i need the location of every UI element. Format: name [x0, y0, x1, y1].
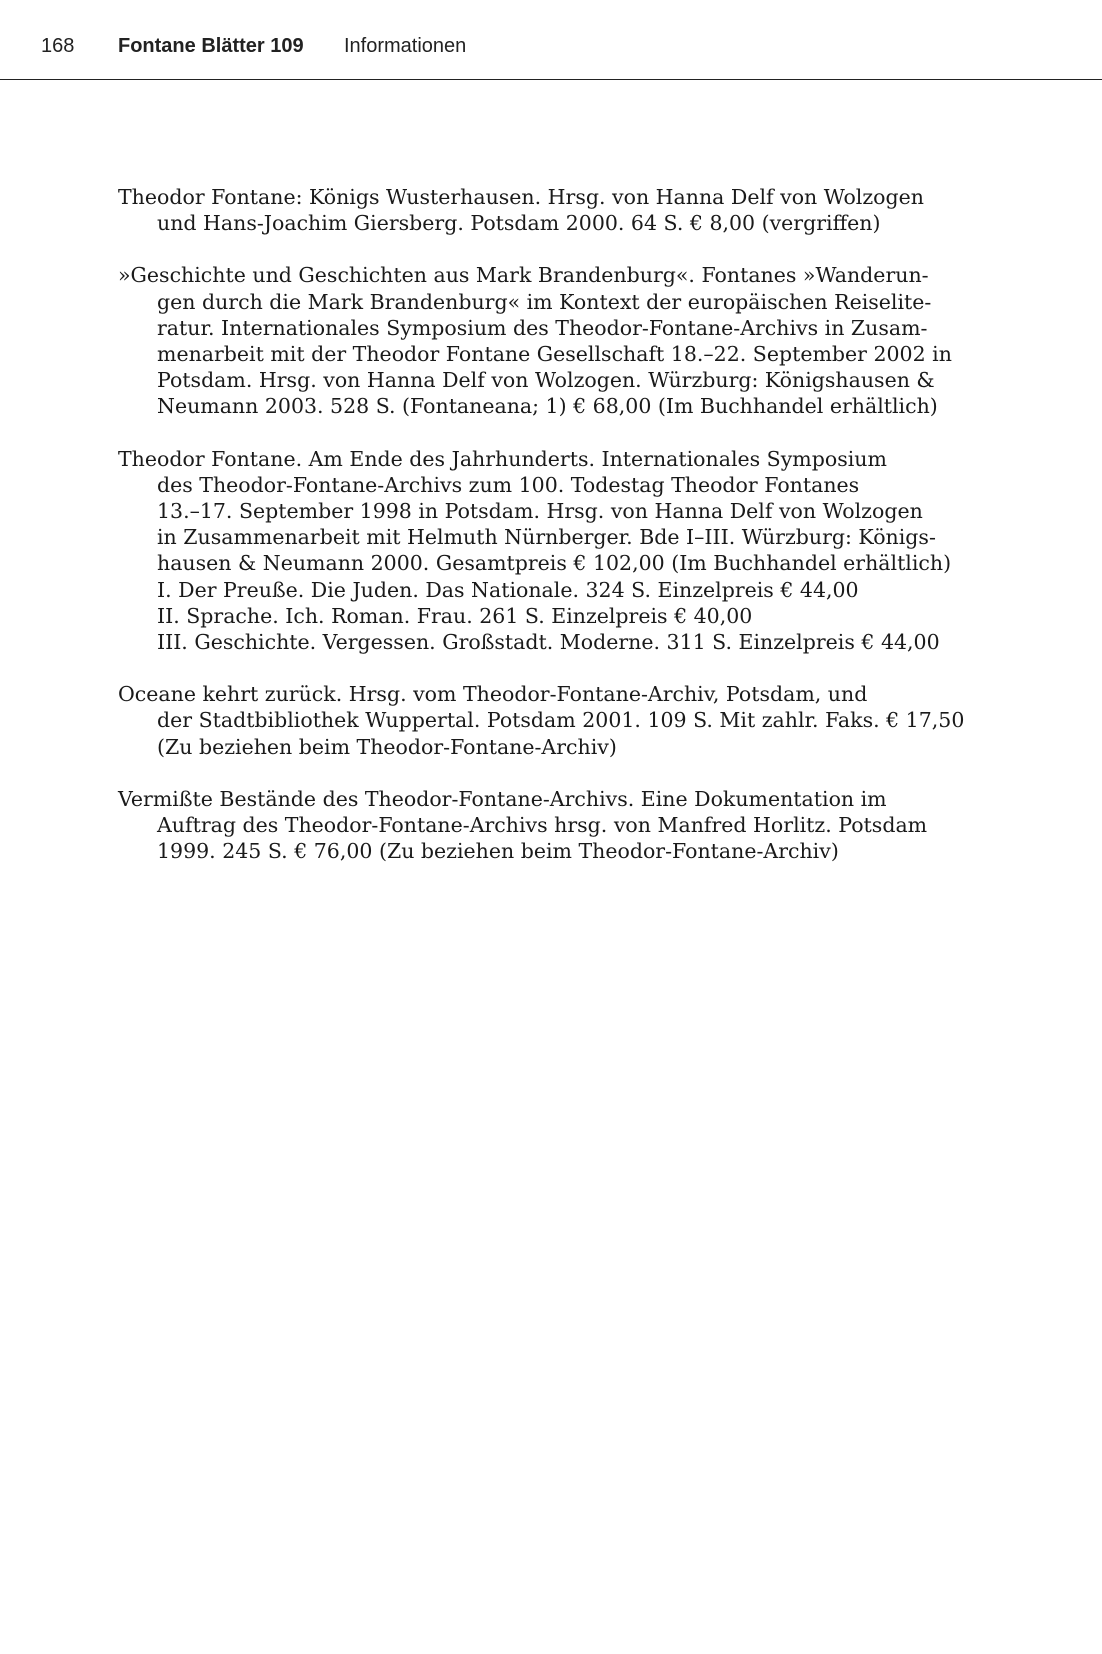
- entry-line: II. Sprache. Ich. Roman. Frau. 261 S. Einzelpreis € 40,00: [157, 603, 753, 628]
- entry-line: Potsdam. Hrsg. von Hanna Delf von Wolzogen. Würzburg: Königshausen &: [157, 368, 935, 393]
- entry-line: 1999. 245 S. € 76,00 (Zu beziehen beim Theodor-Fontane-Archiv): [157, 839, 839, 864]
- section-title: Informationen: [344, 35, 467, 57]
- bibliography-entry: [118, 446, 988, 656]
- entry-line: Theodor Fontane: Königs Wusterhausen. Hrsg. von Hanna Delf von Wolzogen: [118, 185, 924, 209]
- entry-line: Neumann 2003. 528 S. (Fontaneana; 1) € 68,00 (Im Buchhandel erhältlich): [157, 394, 938, 419]
- bibliography-entry: [118, 184, 988, 236]
- entry-line: des Theodor-Fontane-Archivs zum 100. Todestag Theodor Fontanes: [157, 472, 860, 497]
- entry-line: III. Geschichte. Vergessen. Großstadt. Moderne. 311 S. Einzelpreis € 44,00: [157, 630, 940, 655]
- running-header: [0, 0, 1102, 80]
- entry-line: und Hans-Joachim Giersberg. Potsdam 2000. 64 S. € 8,00 (vergriffen): [157, 211, 881, 236]
- entry-line: Auftrag des Theodor-Fontane-Archivs hrsg. von Manfred Horlitz. Potsdam: [157, 813, 928, 838]
- entry-line: der Stadtbibliothek Wuppertal. Potsdam 2001. 109 S. Mit zahlr. Faks. € 17,50: [157, 708, 965, 733]
- entry-line: 13.–17. September 1998 in Potsdam. Hrsg. von Hanna Delf von Wolzogen: [157, 499, 923, 524]
- bibliography-entry: [118, 681, 988, 760]
- entry-line: gen durch die Mark Brandenburg« im Kontext der europäischen Reiselite-: [157, 289, 932, 314]
- page-number: 168: [41, 35, 75, 57]
- entry-line: I. Der Preuße. Die Juden. Das Nationale. 324 S. Einzelpreis € 44,00: [157, 577, 859, 602]
- entry-line: menarbeit mit der Theodor Fontane Gesellschaft 18.–22. September 2002 in: [157, 342, 952, 367]
- entry-line: »Geschichte und Geschichten aus Mark Brandenburg«. Fontanes »Wanderun-: [118, 263, 929, 288]
- entry-line: hausen & Neumann 2000. Gesamtpreis € 102,00 (Im Buchhandel erhältlich): [157, 551, 952, 576]
- entry-line: ratur. Internationales Symposium des Theodor-Fontane-Archivs in Zusam-: [157, 315, 928, 340]
- journal-title: Fontane Blätter 109: [118, 35, 304, 57]
- entry-line: Oceane kehrt zurück. Hrsg. vom Theodor-Fontane-Archiv, Potsdam, und: [118, 682, 868, 707]
- entry-line: Theodor Fontane. Am Ende des Jahrhunderts. Internationales Symposium: [118, 446, 887, 471]
- entry-line: Vermißte Bestände des Theodor-Fontane-Archivs. Eine Dokumentation im: [118, 786, 887, 811]
- bibliography-entry: [118, 786, 988, 865]
- entry-line: (Zu beziehen beim Theodor-Fontane-Archiv): [157, 734, 617, 759]
- bibliography-list: [118, 184, 988, 890]
- entry-line: in Zusammenarbeit mit Helmuth Nürnberger. Bde I–III. Würzburg: Königs-: [157, 525, 936, 550]
- bibliography-entry: [118, 262, 988, 419]
